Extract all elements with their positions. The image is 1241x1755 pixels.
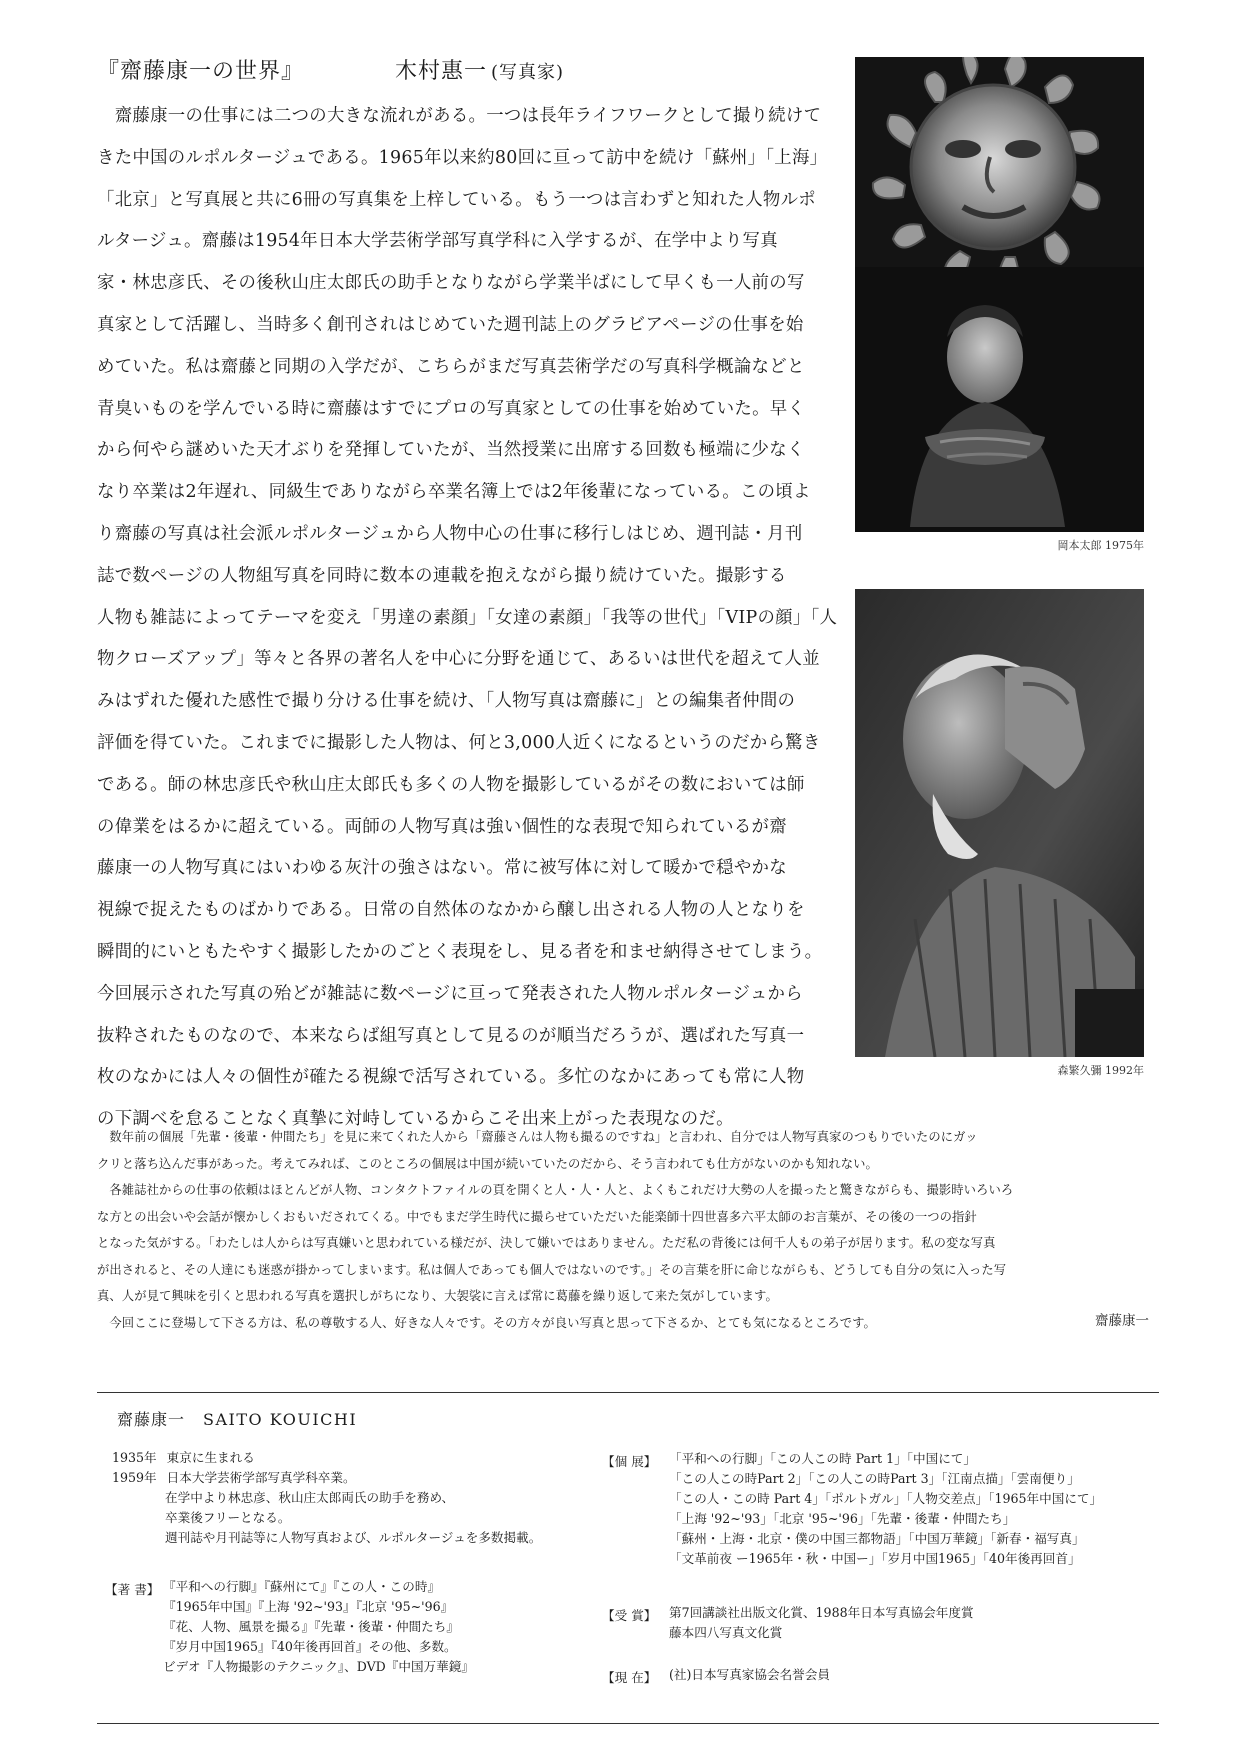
essay-line: 人物も雑誌によってテーマを変え「男達の素顔」「女達の素顔」「我等の世代」「VIPの顔」「人: [97, 607, 838, 628]
essay-line: 真家として活躍し、当時多く創刊されはじめていた週刊誌上のグラビアページの仕事を始: [97, 314, 804, 335]
essay-line: 家・林忠彦氏、その後秋山庄太郎氏の助手となりながら学業半ばにして早くも一人前の写: [97, 273, 805, 294]
bio-awards-label: 【受 賞】: [602, 1608, 657, 1623]
portrait-photo-2-image: [855, 589, 1144, 1057]
essay-line: 「北京」と写真展と共に6冊の写真集を上梓している。もう一つは言わずと知れた人物ルポ: [97, 189, 816, 210]
statement-line: が出されると、その人達にも迷惑が掛かってしまいます。私は個人であっても個人ではないのです。」その言葉を肝に命じながらも、どうしても自分の気に入った写: [97, 1262, 1007, 1277]
essay-byline: [395, 54, 564, 85]
bio-history-year: 1959年: [112, 1470, 157, 1485]
bio-exhibitions-list: [669, 1449, 1102, 1569]
bio-current: [669, 1665, 830, 1685]
essay-line: 抜粋されたものなので、本来ならば組写真として見るのが順当だろうが、選ばれた写真一: [97, 1025, 805, 1046]
statement-line: 真、人が見て興味を引くと思われる写真を選択しがちになり、大袈裟に言えば常に葛藤を繰り返して来た気がしています。: [97, 1289, 778, 1303]
bio-name-en: SAITO KOUICHI: [203, 1410, 358, 1429]
statement-signature: 齋藤康一: [1095, 1313, 1149, 1329]
bio-exhibition-line: 「蘇州・上海・北京・僕の中国三都物語」「中国万華鏡」「新春・福写真」: [669, 1531, 1085, 1546]
bio-book-line: 『花、人物、風景を撮る』『先輩・後輩・仲間たち』: [163, 1619, 459, 1634]
artist-statement: [97, 1124, 1157, 1336]
bio-name-jp: 齋藤康一: [117, 1410, 186, 1429]
essay-line: みはずれた優れた感性で撮り分ける仕事を続け、「人物写真は齋藤に」との編集者仲間の: [97, 691, 796, 712]
bio-book-line: ビデオ『人物撮影のテクニック』、DVD『中国万華鏡』: [163, 1659, 474, 1674]
bio-history-detail: 週刊誌や月刊誌等に人物写真および、ルポルタージュを多数掲載。: [165, 1530, 542, 1545]
bio-name: [117, 1407, 357, 1430]
essay-line: 齋藤康一の仕事には二つの大きな流れがある。一つは長年ライフワークとして撮り続けて: [97, 106, 822, 126]
bio-exhibition-line: 「文革前夜 ー1965年・秋・中国ー」「岁月中国1965」「40年後再回首」: [669, 1551, 1081, 1566]
bio-history-row: [112, 1448, 255, 1468]
essay-title: 『齋藤康一の世界』: [97, 59, 305, 84]
essay-heading: [97, 54, 817, 90]
statement-line: 今回ここに登場して下さる方は、私の尊敬する人、好きな人々です。その方々が良い写真と思って下さるか、とても気になるところです。: [97, 1315, 876, 1330]
essay-line: である。師の林忠彦氏や秋山庄太郎氏も多くの人物を撮影しているがその数においては師: [97, 774, 805, 795]
bio-exhibition-line: 「平和への行脚」「この人この時 Part 1」「中国にて」: [669, 1451, 976, 1466]
bio-books-label: 【著 書】: [105, 1582, 160, 1597]
bio-books-list: [163, 1577, 474, 1677]
bio-exhibition-line: 「この人この時Part 2」「この人この時Part 3」「江南点描」「雲南便り」: [669, 1471, 1080, 1486]
bio-history-text: 日本大学芸術学部写真学科卒業。: [166, 1470, 356, 1485]
bio-award-line: 藤本四八写真文化賞: [669, 1625, 783, 1640]
biography-box: [97, 1392, 1159, 1724]
photo-2-caption: 森繁久彌 1992年: [1057, 1064, 1144, 1077]
essay-line: の偉業をはるかに超えている。両師の人物写真は強い個性的な表現で知られているが齋: [97, 816, 787, 837]
bio-awards-list: [669, 1603, 974, 1643]
essay-line: 枚のなかには人々の個性が確たる視線で活写されている。多忙のなかにあっても常に人物: [97, 1067, 805, 1088]
essay-line: の下調べを怠ることなく真摯に対峙しているからこそ出来上がった表現なのだ。: [97, 1109, 734, 1130]
essay-line: 視線で捉えたものばかりである。日常の自然体のなかから醸し出される人物の人となりを: [97, 900, 805, 921]
bio-current-label: 【現 在】: [602, 1670, 657, 1685]
essay-author: 木村惠一: [395, 59, 488, 84]
bio-history-details: [165, 1488, 541, 1548]
statement-line: となった気がする。「わたしは人からは写真嫌いと思われている様だが、決して嫌いではありません。ただ私の背後には何千人もの弟子が居ります。私の変な写真: [97, 1236, 996, 1250]
portrait-photo-1: [855, 57, 1144, 532]
portrait-photo-1-image: [855, 57, 1144, 532]
essay-line: 物クローズアップ」等々と各界の著名人を中心に分野を通じて、あるいは世代を超えて人並: [97, 649, 820, 670]
statement-line: 数年前の個展「先輩・後輩・仲間たち」を見に来てくれた人から「齋藤さんは人物も撮るのですね」と言われ、自分では人物写真家のつもりでいたのにガッ: [97, 1130, 978, 1144]
bio-history-text: 東京に生まれる: [166, 1450, 255, 1465]
portrait-photo-2: [855, 589, 1144, 1057]
essay-line: から何やら謎めいた天才ぶりを発揮していたが、当然授業に出席する回数も極端に少なく: [97, 440, 805, 461]
bio-exhibitions-label: 【個 展】: [602, 1454, 657, 1469]
essay-line: 評価を得ていた。これまでに撮影した人物は、何と3,000人近くになるというのだから驚き: [97, 732, 821, 753]
bio-history-detail: 在学中より林忠彦、秋山庄太郎両氏の助手を務め、: [165, 1490, 455, 1505]
statement-line: な方との出会いや会話が懐かしくおもいだされてくる。中でもまだ学生時代に撮らせていただいた能楽師十四世喜多六平太師のお言葉が、その後の一つの指針: [97, 1209, 977, 1224]
bio-book-line: 『平和への行脚』『蘇州にて』『この人・この時』: [163, 1579, 441, 1594]
photo-1-caption: 岡本太郎 1975年: [1057, 539, 1144, 552]
essay-body: [97, 96, 838, 1141]
essay-line: 藤康一の人物写真にはいわゆる灰汁の強さはない。常に被写体に対して暖かで穏やかな: [97, 858, 787, 879]
essay-line: 今回展示された写真の殆どが雑誌に数ページに亘って発表された人物ルポルタージュから: [97, 983, 803, 1004]
essay-line: めていた。私は齋藤と同期の入学だが、こちらがまだ写真芸術学だの写真科学概論などと: [97, 356, 805, 377]
bio-exhibition-line: 「上海 '92~'93」「北京 '95~'96」「先輩・後輩・仲間たち」: [669, 1511, 1016, 1526]
essay-author-role: (写真家): [491, 62, 565, 83]
bio-book-line: 『岁月中国1965』『40年後再回首』その他、多数。: [163, 1639, 457, 1654]
bio-history-detail: 卒業後フリーとなる。: [165, 1510, 291, 1525]
bio-exhibition-line: 「この人・この時 Part 4」「ポルトガル」「人物交差点」「1965年中国にて」: [669, 1491, 1103, 1506]
statement-line: クリと落ち込んだ事があった。考えてみれば、このところの個展は中国が続いていたのだから、そう言われても仕方がないのかも知れない。: [97, 1156, 878, 1171]
essay-line: 青臭いものを学んでいる時に齋藤はすでにプロの写真家としての仕事を始めていた。早く: [97, 398, 806, 419]
bio-history-year: 1935年: [112, 1450, 157, 1465]
bio-history-row: [112, 1468, 356, 1488]
essay-line: 瞬間的にいともたやすく撮影したかのごとく表現をし、見る者を和ませ納得させてしまう。: [97, 941, 823, 962]
essay-line: なり卒業は2年遅れ、同級生でありながら卒業名簿上では2年後輩になっている。この頃よ: [97, 482, 811, 503]
statement-line: 各雑誌社からの仕事の依頼はほとんどが人物、コンタクトファイルの頁を開くと人・人・人と、よくもこれだけ大勢の人を撮ったと驚きながらも、撮影時いろいろ: [97, 1183, 1014, 1197]
bio-book-line: 『1965年中国』『上海 '92~'93』『北京 '95~'96』: [163, 1599, 454, 1614]
essay-line: ルタージュ。齋藤は1954年日本大学芸術学部写真学科に入学するが、在学中より写真: [97, 231, 778, 252]
bio-award-line: 第7回講談社出版文化賞、1988年日本写真協会年度賞: [669, 1605, 974, 1620]
essay-line: きた中国のルポルタージュである。1965年以来約80回に亘って訪中を続け「蘇州」「上海」: [97, 147, 828, 168]
essay-line: 誌で数ページの人物組写真を同時に数本の連載を抱えながら撮り続けていた。撮影する: [97, 565, 787, 586]
essay-line: り齋藤の写真は社会派ルポルタージュから人物中心の仕事に移行しはじめ、週刊誌・月刊: [97, 523, 803, 544]
bio-current-position: (社)日本写真家協会名誉会員: [669, 1667, 830, 1682]
